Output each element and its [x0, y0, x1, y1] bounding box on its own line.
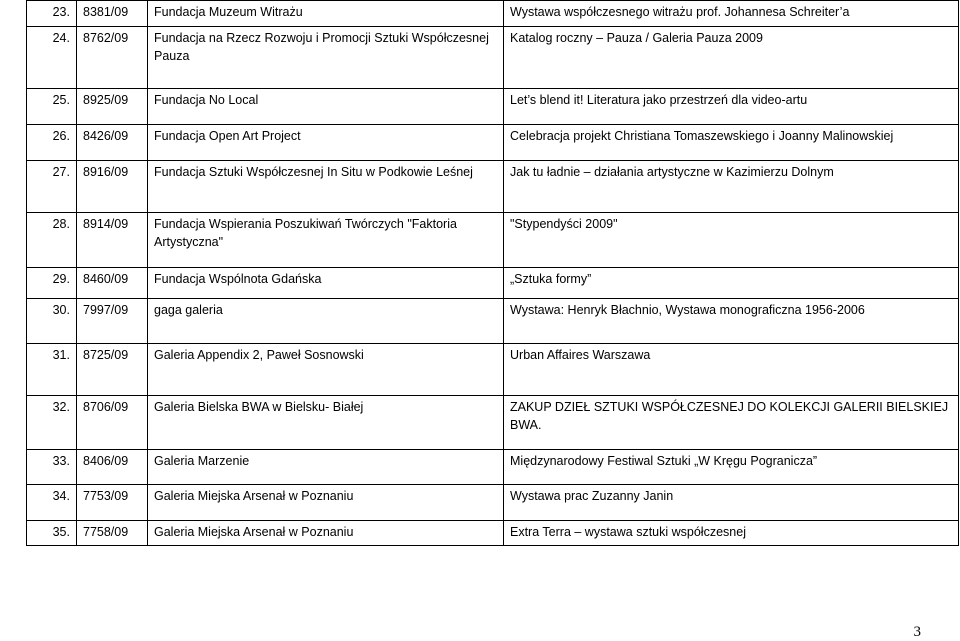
- organization-name: Galeria Miejska Arsenał w Poznaniu: [148, 485, 504, 521]
- application-number: 8762/09: [77, 27, 148, 89]
- organization-name: Fundacja Sztuki Współczesnej In Situ w Podkowie Leśnej: [148, 161, 504, 213]
- page-number: 3: [913, 624, 921, 640]
- organization-name: Galeria Marzenie: [148, 450, 504, 485]
- row-number: 32.: [27, 396, 77, 450]
- organization-name: Fundacja Muzeum Witrażu: [148, 1, 504, 27]
- organization-name: Fundacja Wspólnota Gdańska: [148, 268, 504, 299]
- row-number: 23.: [27, 1, 77, 27]
- organization-name: gaga galeria: [148, 299, 504, 344]
- organization-name: Fundacja Open Art Project: [148, 125, 504, 161]
- organization-name: Galeria Bielska BWA w Bielsku- Białej: [148, 396, 504, 450]
- application-number: 8426/09: [77, 125, 148, 161]
- table-row: [27, 1, 959, 27]
- project-title: Wystawa prac Zuzanny Janin: [504, 485, 959, 521]
- application-number: 8916/09: [77, 161, 148, 213]
- table-row: [27, 450, 959, 485]
- project-title: Wystawa współczesnego witrażu prof. Johannesa Schreiter’a: [504, 1, 959, 27]
- row-number: 33.: [27, 450, 77, 485]
- grants-table: [26, 0, 959, 546]
- organization-name: Fundacja No Local: [148, 89, 504, 125]
- table-row: [27, 344, 959, 396]
- project-title: „Sztuka formy”: [504, 268, 959, 299]
- project-title: Extra Terra – wystawa sztuki współczesnej: [504, 521, 959, 546]
- row-number: 28.: [27, 213, 77, 268]
- application-number: 8406/09: [77, 450, 148, 485]
- project-title: ZAKUP DZIEŁ SZTUKI WSPÓŁCZESNEJ DO KOLEKCJI GALERII BIELSKIEJ BWA.: [504, 396, 959, 450]
- row-number: 31.: [27, 344, 77, 396]
- organization-name: Galeria Appendix 2, Paweł Sosnowski: [148, 344, 504, 396]
- project-title: Celebracja projekt Christiana Tomaszewskiego i Joanny Malinowskiej: [504, 125, 959, 161]
- organization-name: Fundacja na Rzecz Rozwoju i Promocji Sztuki Współczesnej Pauza: [148, 27, 504, 89]
- application-number: 7758/09: [77, 521, 148, 546]
- project-title: Międzynarodowy Festiwal Sztuki „W Kręgu Pogranicza”: [504, 450, 959, 485]
- row-number: 34.: [27, 485, 77, 521]
- row-number: 35.: [27, 521, 77, 546]
- table-row: [27, 521, 959, 546]
- application-number: 7997/09: [77, 299, 148, 344]
- table-row: [27, 213, 959, 268]
- project-title: Katalog roczny – Pauza / Galeria Pauza 2009: [504, 27, 959, 89]
- table-row: [27, 27, 959, 89]
- project-title: Wystawa: Henryk Błachnio, Wystawa monograficzna 1956-2006: [504, 299, 959, 344]
- application-number: 8725/09: [77, 344, 148, 396]
- row-number: 24.: [27, 27, 77, 89]
- application-number: 8460/09: [77, 268, 148, 299]
- application-number: 8706/09: [77, 396, 148, 450]
- application-number: 8381/09: [77, 1, 148, 27]
- project-title: Let’s blend it! Literatura jako przestrzeń dla video-artu: [504, 89, 959, 125]
- table-row: [27, 125, 959, 161]
- row-number: 27.: [27, 161, 77, 213]
- project-title: "Stypendyści 2009": [504, 213, 959, 268]
- application-number: 8925/09: [77, 89, 148, 125]
- application-number: 8914/09: [77, 213, 148, 268]
- table-row: [27, 299, 959, 344]
- organization-name: Fundacja Wspierania Poszukiwań Twórczych "Faktoria Artystyczna": [148, 213, 504, 268]
- table-row: [27, 89, 959, 125]
- table-row: [27, 268, 959, 299]
- project-title: Jak tu ładnie – działania artystyczne w Kazimierzu Dolnym: [504, 161, 959, 213]
- table-row: [27, 396, 959, 450]
- row-number: 25.: [27, 89, 77, 125]
- row-number: 30.: [27, 299, 77, 344]
- row-number: 29.: [27, 268, 77, 299]
- row-number: 26.: [27, 125, 77, 161]
- organization-name: Galeria Miejska Arsenał w Poznaniu: [148, 521, 504, 546]
- table-row: [27, 485, 959, 521]
- table-row: [27, 161, 959, 213]
- application-number: 7753/09: [77, 485, 148, 521]
- project-title: Urban Affaires Warszawa: [504, 344, 959, 396]
